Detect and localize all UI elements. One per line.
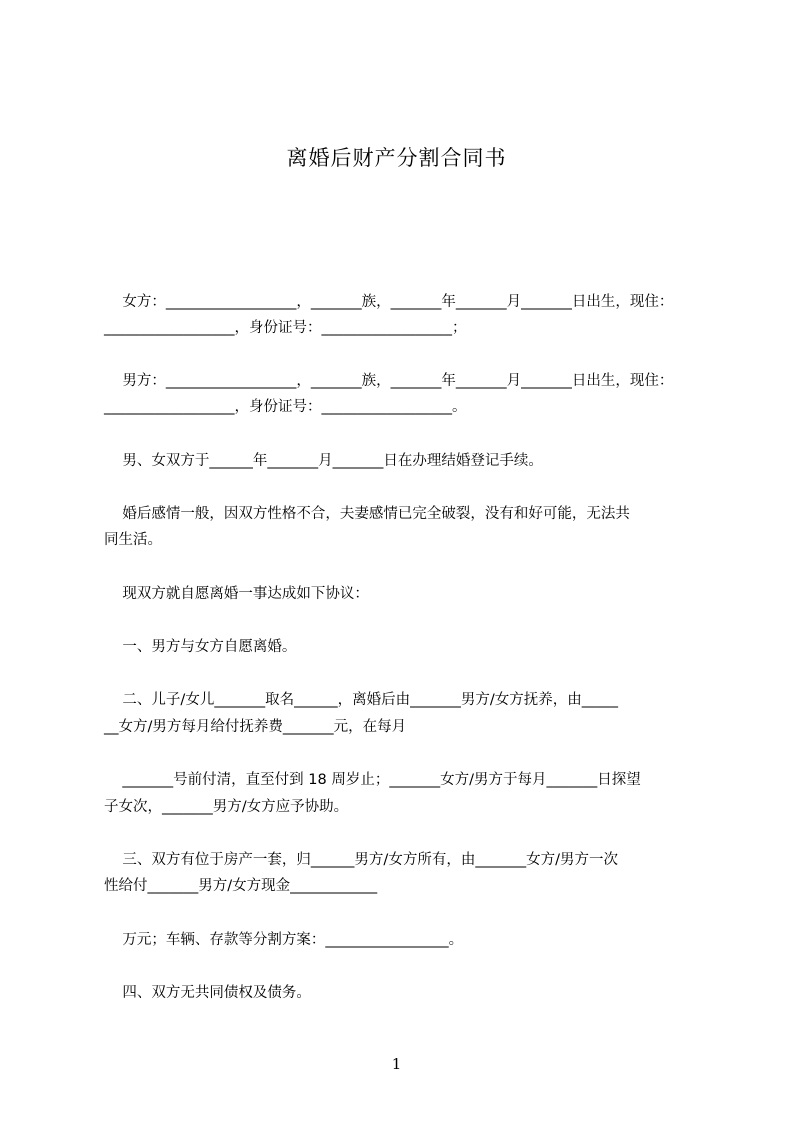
male-party-id-line: __________________，身份证号：__________________。 — [104, 399, 467, 415]
agreement-intro-line: 现双方就自愿离婚一事达成如下协议： — [104, 586, 369, 602]
clause-three-cont: 性给付_______男方/女方现金____________ — [104, 878, 378, 894]
female-party-line: 女方：__________________，_______族，_______年_______月_______日出生，现住： — [104, 294, 674, 310]
clause-one: 一、男方与女方自愿离婚。 — [104, 639, 297, 655]
clause-two-payment: _______号前付清，直至付到 18 周岁止；_______女方/男方于每月_______日探望 — [104, 772, 641, 788]
clause-four: 四、双方无共同债权及债务。 — [104, 985, 311, 1001]
relationship-line-cont: 同生活。 — [104, 532, 162, 548]
clause-two-cont: __女方/男方每月给付抚养费_______元，在每月 — [104, 719, 407, 735]
document-title: 离婚后财产分割合同书 — [286, 146, 507, 170]
relationship-line: 婚后感情一般，因双方性格不合，夫妻感情已完全破裂，没有和好可能，无法共 — [104, 506, 630, 522]
female-party-id-line: __________________，身份证号：__________________； — [104, 320, 467, 336]
marriage-registration-line: 男、女双方于______年_______月_______日在办理结婚登记手续。 — [104, 453, 543, 469]
page-number: 1 — [391, 1055, 402, 1073]
clause-three-assets: 万元；车辆、存款等分割方案：_________________。 — [104, 932, 464, 948]
male-party-line: 男方：__________________，_______族，_______年_______月_______日出生，现住： — [104, 373, 674, 389]
clause-three: 三、双方有位于房产一套，归______男方/女方所有，由_______女方/男方一次 — [104, 852, 618, 868]
clause-two: 二、儿子/女儿_______取名______，离婚后由_______男方/女方抚养，由_____ — [104, 692, 618, 708]
clause-two-visitation: 子女次，_______男方/女方应予协助。 — [104, 799, 349, 815]
